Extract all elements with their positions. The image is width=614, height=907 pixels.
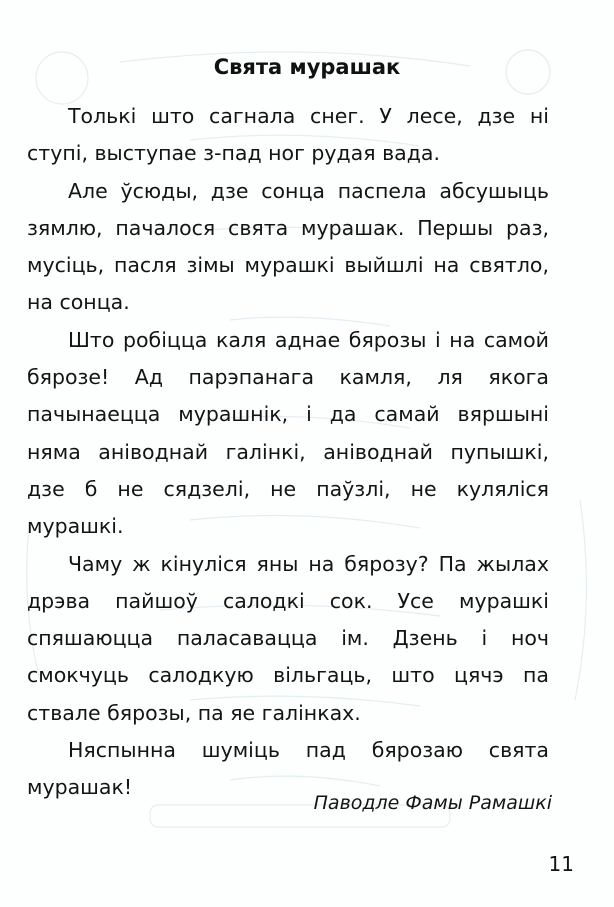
story-body xyxy=(27,98,549,807)
author-attribution: Паводле Фамы Рамашкі xyxy=(313,792,552,814)
story-title: Свята мурашак xyxy=(213,55,401,79)
paragraph-5: Няспынна шуміць пад бярозаю свята мурашак! xyxy=(27,738,549,800)
page-number: 11 xyxy=(548,852,574,876)
paragraph-2: Але ўсюды, дзе сонца паспела абсушыць зямлю, пачалося свята мурашак. Першы раз, мусіць, пасля зімы мурашкі выйшлі на святло, на сонца. xyxy=(27,178,549,315)
paragraph-1: Толькі што сагнала снег. У лесе, дзе ні ступі, выступае з-пад ног рудая вада. xyxy=(27,104,549,166)
paragraph-4: Чаму ж кінуліся яны на бярозу? Па жылах дрэва пайшоў салодкі сок. Усе мурашкі спяшаюцца паласавацца ім. Дзень і ноч смокчуць салодкую вільгаць, што цячэ па ствале бярозы, па яе галінках. xyxy=(27,551,549,725)
paragraph-3: Што робіцца каля аднае бярозы і на самой бярозе! Ад парэпанага камля, ля якога пачынаецца мурашнік, і да самай вяршыні няма аніводнай галінкі, аніводнай пупышкі, дзе б не сядзелі, не паўзлі, не куляліся мурашкі. xyxy=(27,327,549,539)
